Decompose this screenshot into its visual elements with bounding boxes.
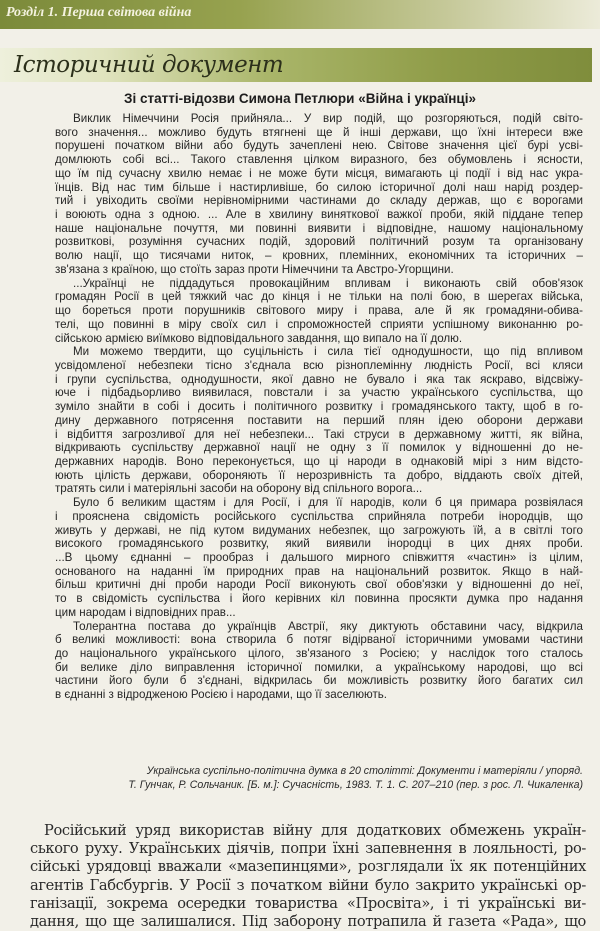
text-line: цим народам і відповідних прав... (55, 605, 236, 619)
section-title: Розділ 1. Перша світова війна (6, 5, 192, 20)
text-line: що їм під сучасну хвилю немає і не може бути місця, вимагають ці події і від нас укра- (55, 166, 583, 180)
text-line: до національного українського цілого, зв'язаного з Росією; у наслідок того сталось (55, 647, 583, 661)
citation-line: Т. Гунчак, Р. Сольчаник. [Б. м.]: Сучасність, 1983. Т. 1. С. 207–210 (пер. з рос. Л. Чикаленка) (128, 778, 583, 791)
text-line: тратять сили і матеріяльні засоби на оборону від спільного ворога... (55, 482, 423, 496)
text-line: волю нації, що тисячами ниток, – кровних, племінних, економічних та історичних – (55, 249, 583, 263)
text-line: і воюють одна з одною. ... Але в хвилину виняткової важкої проби, якій піддане тепер (55, 208, 583, 222)
text-line: агентів Габсбургів. У Росії з початком війни було закрито українські ор- (30, 876, 586, 894)
text-line: юють цілість держави, обороняють її нерозривність та добро, віддають своїх дітей, (55, 468, 583, 482)
citation-line: Українська суспільно-політична думка в 20 столітті: Документи і матеріяли / упоряд. (146, 765, 583, 777)
text-line: дину державного потрясення поставити на перший плян ідею оборони держави (55, 413, 583, 427)
text-line: ського руху. Українських діячів, попри їхні запевнення в лояльності, ро- (30, 840, 586, 858)
text-line: і прояснена свідомість російського суспільства сприйняла потреби інородців, що (55, 509, 583, 523)
document-body (55, 112, 583, 702)
text-line: Виклик Німеччини Росія прийняла... У вир подій, що розгоряються, подій світо- (73, 112, 583, 125)
text-line: юче і підбадьорливо виявилася, повстали і за участю українського суспільства, що (55, 386, 583, 400)
text-line: то в свідомість суспільства і його керівних кіл повинна просякти думка про надання (55, 592, 583, 606)
text-line: розвиткові, розуміння сучасних подій, здоровий політичний розум та організовану (55, 235, 583, 249)
text-line: живуть у державі, не під кутом видуманих небезпек, що загрожують їй, а в світлі того (55, 523, 583, 537)
text-line: усвідомленої небезпеки тісно з'єднала всю різноплемінну людність Росії, всі кляси (55, 358, 583, 372)
text-line: вого значення... можливо будуть втягнені ще й інші держави, що їхні інтереси вже (55, 125, 583, 139)
text-line: основаного на наданні їм природних прав на національний розвиток. Якщо в най- (55, 564, 583, 578)
text-line: в єднанні з відродженою Росією і народами, що її заселюють. (55, 688, 388, 702)
text-line: що бореться проти порушників світового миру і права, але й як громадяни-обива- (55, 304, 583, 318)
text-line: відкривають суспільству державної нації не одну з її помилок у відношенні до не- (55, 441, 583, 455)
text-line: державних народів. Воно переконується, що ці народи в однаковій мірі з ним відсто- (55, 454, 583, 468)
text-line: Толерантна постава до українців Австрії, яку диктують обставини часу, відкрила (73, 619, 583, 633)
document-citation (43, 765, 583, 792)
text-line: Ми можемо твердити, що суцільність і сила тієї однодушности, що під впливом (73, 345, 583, 359)
document-label-band (0, 48, 592, 82)
document-label: Історичний документ (14, 52, 284, 78)
text-line: зв'язана з країною, що стоїть зараз проти Німеччини та Австро-Угорщини. (55, 262, 454, 276)
text-line: сійською армією виїмково відповідального завдання, що випало на її долю. (55, 331, 463, 345)
section-header (0, 0, 600, 29)
text-line: телі, що повинні в міру своїх сил і спроможностей сприяти успішному виконанню ро- (55, 317, 583, 331)
text-line: Було б великим щастям і для Росії, і для її народів, коли б ця примара розвіялася (73, 496, 583, 510)
text-line: зуміло знайти в собі і досить і політичного розвитку і громадянського такту, щоб в го- (55, 400, 583, 414)
text-line: порушені початком війни або будуть зачеплені нею. Світове значення цієї бурі усві- (55, 139, 583, 153)
text-line: тий і увіходить своїми нерівномірними частинами до складу держав, що є ворогами (55, 194, 583, 208)
text-line: частини його були б з'єднані, відкрилась би можливість розвитку його багатих сил (55, 674, 583, 688)
text-line: б великі можливості: вона створила б потяг відірваної історичними умовами частини (55, 633, 583, 647)
text-line: ...Українці не піддадуться провокаційним впливам і виконають свій обов'язок (73, 276, 583, 290)
text-line: Російський уряд використав війну для додаткових обмежень україн- (44, 822, 586, 839)
text-line: їнців. Від нас тим більше і настирливіше, бо силою історичної долі наш нарід роздер- (55, 180, 583, 194)
text-line: сійські урядовці вважали «мазепинцями», розглядали їх як потенційних (30, 858, 586, 876)
text-line: наше національне почуття, ми повинні виявити і відповідне, нашому національному (55, 221, 583, 235)
text-line: ганізації, зокрема осередки товариства «Просвіта», і ті українські ви- (30, 894, 586, 912)
document-title: Зі статті-відозви Симона Петлюри «Війна і українці» (124, 91, 476, 106)
text-line: дання, що ще залишалися. Під заборону потрапила й газета «Рада», що (30, 913, 586, 931)
text-line: би велике діло виправлення історичної помилки, а українському народові, що всі (55, 660, 583, 674)
text-line: більш критичні дні проби народи Росії виконують свої обов'язки у відношенні до неї, (55, 578, 583, 592)
text-line: громадян Росії в цей тяжкий час до кінця і не тільки на полі бою, в шерегах війська, (55, 290, 583, 304)
text-line: ...В цьому єднанні – прообраз і дальшого мирного співжиття «частин» із цілим, (55, 551, 583, 564)
text-line: домлюють собі всі... Такого ставлення цілком виразного, без обумовлень і ясности, (55, 153, 583, 167)
text-line: високого громадянського розвитку, який виявили інородці в цих днях проби. (55, 537, 583, 551)
text-line: і відбиття загрозливої для неї небезпеки... Такі струси в державному житті, як війна, (55, 427, 583, 441)
text-line: і групи суспільства, однодушности, якої давно не бувало і яка так яскраво, відсвіжу- (55, 372, 583, 386)
main-text (30, 822, 586, 931)
